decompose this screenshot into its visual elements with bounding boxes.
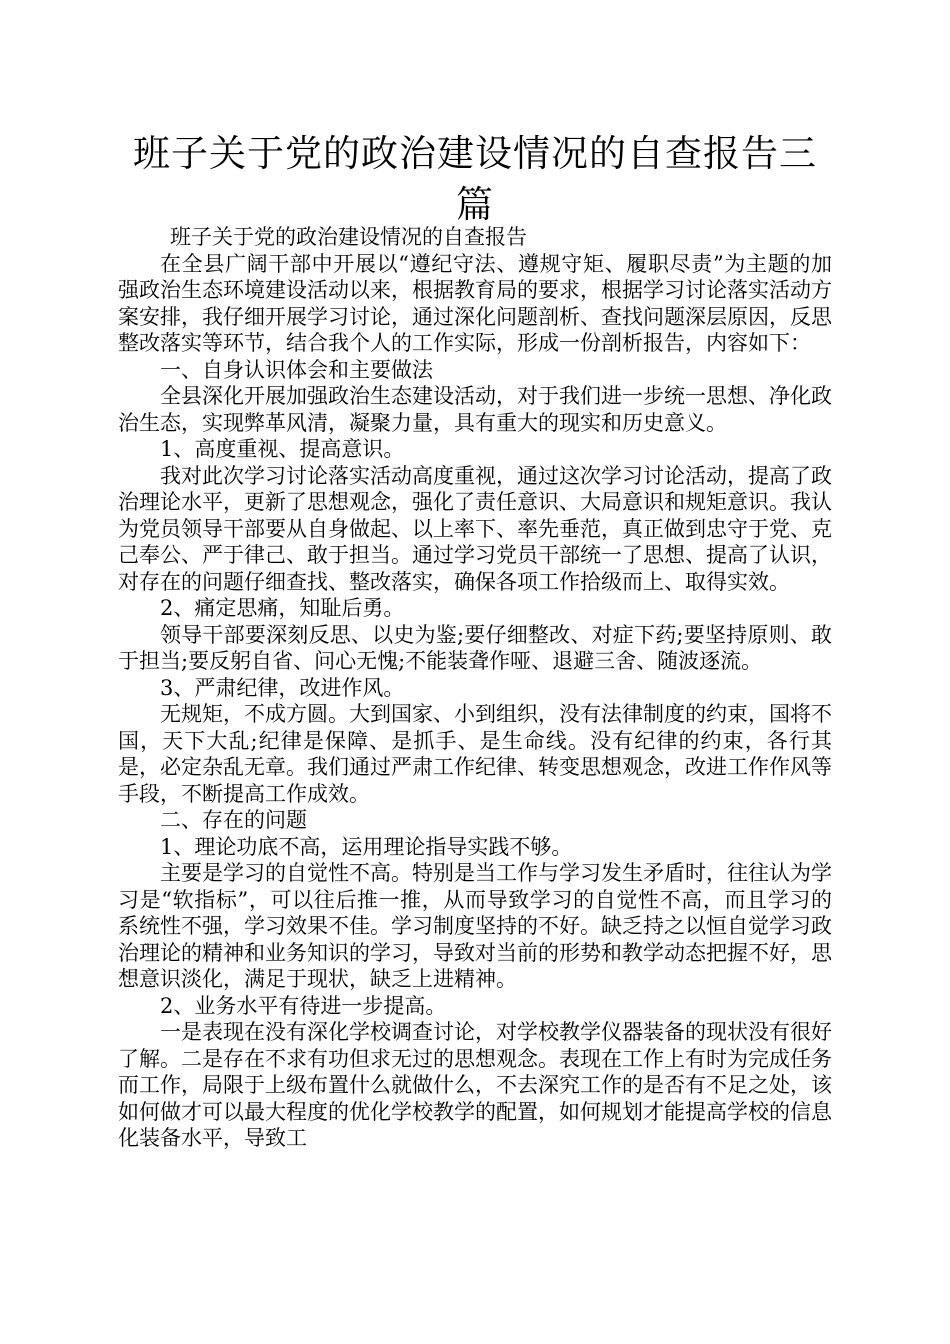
paragraph: 无规矩，不成方圆。大到国家、小到组织，没有法律制度的约束，国将不国，天下大乱;纪律是保障、是抓手、是生命线。没有纪律的约束，各行其是，必定杂乱无章。我们通过严肃工作纪律、转变思想观念，改进工作作风等手段，不断提高工作成效。 xyxy=(118,702,832,806)
subsection-heading: 2、业务水平有待进一步提高。 xyxy=(160,993,447,1018)
paragraph: 全县深化开展加强政治生态建设活动，对于我们进一步统一思想、净化政治生态，实现弊革风清，凝聚力量，具有重大的现实和历史意义。 xyxy=(118,384,832,435)
document-title: 班子关于党的政治建设情况的自查报告三篇 xyxy=(133,132,817,226)
subsection-heading: 1、高度重视、提高意识。 xyxy=(160,437,405,461)
section-heading-1: 一、自身认识体会和主要做法 xyxy=(160,357,433,382)
section-heading-2: 二、存在的问题 xyxy=(160,808,307,832)
paragraph: 一是表现在没有深化学校调查讨论，对学校教学仪器装备的现状没有很好了解。二是存在不求有功但求无过的思想观念。表现在工作上有时为完成任务而工作，局限于上级布置什么就做什么，不去深究工作的是否有不足之处，该如何做才可以最大程度的优化学校教学的配置，如何规划才能提高学校的信息化装备水平，导致工 xyxy=(118,1020,832,1150)
subsection-heading: 3、严肃纪律，改进作风。 xyxy=(160,675,405,700)
subsection-heading: 1、理论功底不高，运用理论指导实践不够。 xyxy=(160,834,573,859)
paragraph: 领导干部要深刻反思、以史为鉴;要仔细整改、对症下药;要坚持原则、敢于担当;要反躬自省、问心无愧;不能装聋作哑、退避三舍、随波逐流。 xyxy=(118,622,832,673)
paragraph-intro: 在全县广阔干部中开展以“遵纪守法、遵规守矩、履职尽责”为主题的加强政治生态环境建设活动以来，根据教育局的要求，根据学习讨论落实活动方案安排，我仔细开展学习讨论，通过深化问题剖析、查找问题深层原因，反思整改落实等环节，结合我个人的工作实际，形成一份剖析报告，内容如下： xyxy=(118,251,832,355)
document-body xyxy=(118,224,832,1152)
paragraph: 我对此次学习讨论落实活动高度重视，通过这次学习讨论活动，提高了政治理论水平，更新了思想观念，强化了责任意识、大局意识和规矩意识。我认为党员领导干部要从自身做起、以上率下、率先垂范，真正做到忠守于党、克己奉公、严于律己、敢于担当。通过学习党员干部统一了思想、提高了认识，对存在的问题仔细查找、整改落实，确保各项工作拾级而上、取得实效。 xyxy=(118,463,832,594)
paragraph-subtitle: 班子关于党的政治建设情况的自查报告 xyxy=(170,225,527,249)
paragraph: 主要是学习的自觉性不高。特别是当工作与学习发生矛盾时，往往认为学习是“软指标”，可以往后推一推，从而导致学习的自觉性不高，而且学习的系统性不强，学习效果不佳。学习制度坚持的不好。缺乏持之以恒自觉学习政治理论的精神和业务知识的学习，导致对当前的形势和教学动态把握不好，思想意识淡化，满足于现状，缺乏上进精神。 xyxy=(118,861,832,991)
subsection-heading: 2、痛定思痛，知耻后勇。 xyxy=(160,596,405,620)
